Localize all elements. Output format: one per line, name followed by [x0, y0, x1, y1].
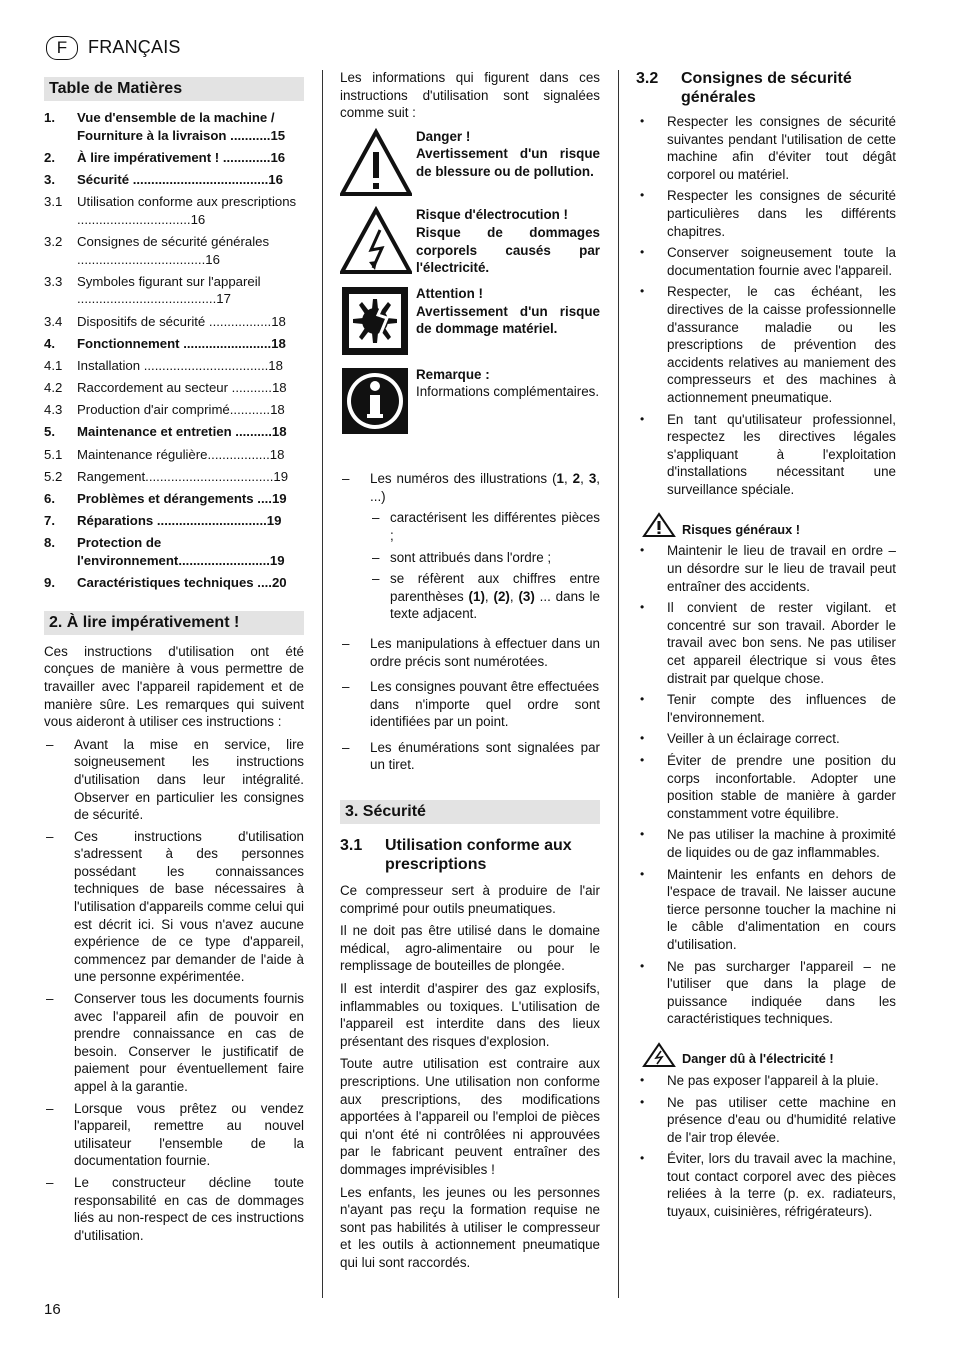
- toc-entry: [44, 313, 304, 331]
- toc-entry-number: 1.: [44, 110, 55, 125]
- bullet-marker: •: [640, 543, 645, 558]
- toc-entry-number: 5.: [44, 424, 55, 440]
- section32-list: [636, 113, 896, 498]
- info-icon: [340, 366, 410, 436]
- symbol-attention-title: Attention !: [416, 285, 483, 301]
- toc-entry-text: Protection de l'environnement.........................19: [77, 535, 285, 568]
- bullet-item-text: Maintenir les enfants en dehors de l'espace de travail. Ne laisser aucune tierce personne toucher la machine ni le câble d'alimentation en cours d'utilisation.: [667, 866, 896, 952]
- machine-damage-icon: [340, 285, 410, 357]
- toc-entry: [44, 446, 304, 464]
- notes-list: [340, 470, 600, 774]
- section2-item-text: Ces instructions d'utilisation s'adressent à des personnes possédant les connaissances techniques de base nécessaires à l'utilisation d'appareils comme celui qui est décrit ici. Si vous n'avez aucune expérience de ce type d'appareil, commencez par demander de l'aide à une personne expérimentée.: [74, 828, 304, 985]
- column-divider: [618, 70, 619, 1298]
- symbol-attention: [340, 285, 600, 362]
- bullet-marker: •: [640, 692, 645, 707]
- toc-entry-text: Production d'air comprimé...........18: [77, 402, 285, 418]
- note-subitem: – se réfèrent aux chiffres entre parenthèses (1), (2), (3) ... dans le texte adjacent.: [372, 571, 600, 622]
- toc-entry-text: Réparations ..............................19: [77, 513, 282, 529]
- section32-heading: 3.2 Consignes de sécurité générales: [636, 70, 852, 106]
- language-name: FRANÇAIS: [88, 37, 181, 58]
- electric-hazard-icon: [340, 206, 412, 276]
- toc-entry-text: Problèmes et dérangements ....19: [77, 491, 287, 506]
- toc-entry-number: 2.: [44, 149, 55, 165]
- bullet-item: [636, 599, 896, 687]
- electric-danger-list: [636, 1072, 896, 1221]
- bullet-item-text: Tenir compte des influences de l'environnement.: [667, 692, 896, 725]
- symbols-intro: Les informations qui figurent dans ces instructions d'utilisation sont signalées comme suit :: [340, 70, 600, 121]
- bullet-item: [636, 958, 896, 1028]
- bullet-item: [636, 411, 896, 499]
- bullet-item: [636, 1094, 896, 1147]
- section2-item-text: Lorsque vous prêtez ou vendez l'appareil, remettre au nouvel utilisateur l'ensemble de la documentation fournie.: [74, 1100, 304, 1169]
- toc-entry-text: Fonctionnement ........................18: [77, 335, 286, 351]
- toc-entry-number: 9.: [44, 575, 55, 591]
- toc-entry: [44, 401, 304, 419]
- general-risks-heading: Risques généraux !: [636, 512, 896, 538]
- bullet-marker: •: [640, 753, 645, 767]
- symbol-danger: [340, 128, 600, 203]
- warning-triangle-icon: [340, 128, 412, 198]
- bullet-item: [636, 187, 896, 240]
- toc-entry-text: Installation ..................................18: [77, 357, 283, 373]
- bullet-item-text: Respecter les consignes de sécurité particulières dans les différents chapitres.: [667, 188, 896, 239]
- bullet-marker: •: [640, 245, 645, 260]
- bullet-marker: •: [640, 731, 645, 746]
- toc-entry-number: 7.: [44, 513, 55, 529]
- symbol-note-text: Informations complémentaires.: [416, 384, 600, 400]
- toc-entry: [44, 233, 304, 268]
- toc-entry-number: 4.3: [44, 402, 63, 418]
- toc-entry-text: Sécurité .....................................16: [77, 171, 283, 187]
- toc-entry-text: Dispositifs de sécurité .................18: [77, 313, 286, 329]
- section2-item-text: Avant la mise en service, lire soigneusement les instructions d'utilisation dans leur intégralité. Observer en particulier les consignes de sécurité.: [74, 736, 304, 823]
- toc-entry-text: Symboles figurant sur l'appareil ......................................17: [77, 273, 261, 307]
- language-header: [46, 36, 181, 60]
- toc-entry-number: 4.2: [44, 380, 63, 396]
- toc-entry: [44, 193, 304, 228]
- bullet-item-text: Ne pas exposer l'appareil à la pluie.: [667, 1072, 879, 1088]
- symbol-electric-title: Risque d'électrocution !: [416, 207, 568, 223]
- note-item: – Les énumérations sont signalées par un tiret.: [342, 739, 600, 773]
- bullet-item-text: Respecter, le cas échéant, les directives de la caisse professionnelle d'assurance maladie ou les prescriptions de prévention des accidents relatives au maniement des compresseurs et des machines à actionnement pneumatique.: [667, 284, 896, 405]
- toc-entry-number: 3.: [44, 171, 55, 187]
- dash-marker: –: [46, 1100, 54, 1116]
- note-item: – Les manipulations à effectuer dans un ordre précis sont numérotées.: [342, 635, 600, 669]
- bullet-item: [636, 866, 896, 954]
- section31-body: [340, 882, 600, 1271]
- toc-entry-number: 6.: [44, 491, 55, 506]
- toc-entry: [44, 379, 304, 397]
- electric-danger-heading: Danger dû à l'électricité !: [636, 1042, 896, 1068]
- section2-item-text: Le constructeur décline toute responsabilité en cas de dommages liés au non-respect de ces instructions d'utilisation.: [74, 1174, 304, 1243]
- section31-paragraph: Il est interdit d'aspirer des gaz explosifs, inflammables ou toxiques. L'utilisation de l'appareil est interdite dans des lieux présentant des risques d'explosion.: [340, 981, 600, 1049]
- toc-entry-text: Raccordement au secteur ...........18: [77, 380, 287, 396]
- section2-intro: Ces instructions d'utilisation ont été conçues de manière à vous permettre de travailler avec l'appareil rapidement et de manière sûre. Les remarques qui suivent vous aideront à utiliser ces instructions :: [44, 643, 304, 730]
- bullet-marker: •: [640, 1072, 645, 1087]
- dash-marker: –: [46, 736, 54, 752]
- section2-item: [44, 1174, 304, 1244]
- bullet-item-text: En tant qu'utilisateur professionnel, respectez les directives légales s'appliquant à l'exploitation d'installations nécessitant une surveillance spéciale.: [667, 411, 896, 497]
- note-subitem: – sont attribués dans l'ordre ;: [372, 549, 552, 565]
- column-divider: [322, 70, 323, 1298]
- bullet-item-text: Éviter, lors du travail avec la machine, tout contact corporel avec des pièces reliées à la terre (p. ex. radiateurs, tuyaux, cuisinières, réfrigérateurs).: [667, 1151, 896, 1220]
- section31-paragraph: Il ne doit pas être utilisé dans le domaine médical, agro-alimentaire ou pour le remplissage de bouteilles de plongée.: [340, 923, 600, 974]
- middle-column: [340, 69, 600, 1277]
- bullet-item: [636, 730, 896, 748]
- toc-entry: [44, 490, 304, 508]
- section31-paragraph: Les enfants, les jeunes ou les personnes n'ayant pas reçu la formation requise ne sont pas habilités à utiliser le compresseur et les outils à actionnement pneumatique qui lui sont raccordés.: [340, 1184, 600, 1270]
- bullet-marker: •: [640, 866, 645, 881]
- toc-entry-number: 3.1: [44, 194, 63, 210]
- toc-entry: [44, 534, 304, 569]
- bullet-marker: •: [640, 188, 645, 203]
- section2-item: [44, 990, 304, 1096]
- toc-entry-number: 8.: [44, 535, 55, 551]
- toc-entry-number: 5.1: [44, 446, 63, 462]
- toc-entry-number: 4.: [44, 335, 55, 351]
- symbol-electric-text: Risque de dommages corporels causés par l'électricité.: [416, 224, 600, 276]
- toc-entry: [44, 574, 304, 592]
- toc-title: Table de Matières: [44, 77, 304, 101]
- section31-heading: 3.1 Utilisation conforme aux prescriptions: [340, 837, 572, 874]
- section31-paragraph: Toute autre utilisation est contraire aux prescriptions. Une utilisation non conforme aux prescriptions, des modifications apportées à l'appareil ou l'emploi de pièces qui n'ont été ni contrôlées ni approuvées par le fabricant peuvent entraîner des dommages imprévisibles !: [340, 1056, 600, 1177]
- symbol-danger-title: Danger !: [416, 128, 471, 144]
- toc-entry: [44, 149, 304, 167]
- toc-entry: [44, 109, 304, 144]
- bullet-item: [636, 1072, 896, 1090]
- bullet-item: [636, 826, 896, 861]
- toc-entry-text: Maintenance et entretien ..........18: [77, 424, 287, 440]
- electric-hazard-icon: [642, 1042, 676, 1068]
- bullet-marker: •: [640, 600, 645, 615]
- symbol-note: [340, 366, 600, 441]
- bullet-item-text: Éviter de prendre une position du corps inconfortable. Adopter une position stable de manière à garder constamment votre équilibre.: [667, 753, 896, 821]
- bullet-item: [636, 113, 896, 183]
- toc-entry-text: Vue d'ensemble de la machine / Fourniture à la livraison ...........15: [77, 110, 286, 143]
- toc-list: [44, 109, 304, 592]
- bullet-marker: •: [640, 1094, 645, 1109]
- page-number: 16: [44, 1301, 61, 1318]
- dash-marker: –: [46, 1174, 54, 1190]
- right-column: [636, 69, 896, 1225]
- bullet-item-text: Respecter les consignes de sécurité suivantes pendant l'utilisation de cette machine afin d'éviter tout dégât corporel ou matériel.: [667, 114, 896, 182]
- toc-entry-number: 5.2: [44, 468, 63, 484]
- dash-marker: –: [46, 828, 54, 844]
- language-code-badge: F: [46, 36, 78, 60]
- section2-item: [44, 736, 304, 824]
- section31-paragraph: Ce compresseur sert à produire de l'air comprimé pour outils pneumatiques.: [340, 883, 600, 916]
- bullet-item-text: Conserver soigneusement toute la documentation fournie avec l'appareil.: [667, 245, 896, 278]
- symbol-attention-text: Avertissement d'un risque de dommage matériel.: [416, 303, 600, 337]
- bullet-item: [636, 542, 896, 595]
- symbol-electric: [340, 206, 600, 281]
- bullet-item-text: Ne pas utiliser la machine à proximité de liquides ou de gaz inflammables.: [667, 827, 896, 860]
- toc-entry: [44, 357, 304, 375]
- toc-entry-text: Caractéristiques techniques ....20: [77, 575, 287, 591]
- symbol-danger-text: Avertissement d'un risque de blessure ou de pollution.: [416, 146, 600, 179]
- bullet-item-text: Il convient de rester vigilant. et concentré sur son travail. Aborder le travail avec bon sens. Ne pas utiliser cet appareil électrique si vous êtes distrait par quelque chose.: [667, 600, 896, 686]
- section2-item: [44, 828, 304, 986]
- bullet-item-text: Ne pas utiliser cette machine en présence d'eau ou d'humidité relative de l'air trop élevée.: [667, 1094, 896, 1145]
- section2-title: 2. À lire impérativement !: [44, 611, 304, 635]
- bullet-marker: •: [640, 827, 645, 842]
- toc-entry-number: 3.2: [44, 233, 63, 249]
- bullet-item-text: Maintenir le lieu de travail en ordre – un désordre sur le lieu de travail peut entraîner des accidents.: [667, 543, 896, 594]
- bullet-item-text: Veiller à un éclairage correct.: [667, 731, 840, 747]
- toc-entry-text: Utilisation conforme aux prescriptions ...............................16: [77, 194, 297, 227]
- note-subitem: – caractérisent les différentes pièces ;: [372, 510, 600, 543]
- toc-entry-text: Rangement...................................19: [77, 468, 289, 484]
- note-item: – Les consignes pouvant être effectuées dans n'importe quel ordre sont identifiées par un point.: [342, 679, 600, 730]
- bullet-marker: •: [640, 284, 645, 299]
- general-risks-list: [636, 542, 896, 1027]
- symbol-note-title: Remarque :: [416, 366, 490, 382]
- bullet-marker: •: [640, 114, 645, 128]
- toc-entry: [44, 423, 304, 441]
- toc-entry-number: 3.4: [44, 313, 63, 329]
- toc-entry: [44, 171, 304, 189]
- toc-entry: [44, 273, 304, 308]
- bullet-marker: •: [640, 411, 645, 426]
- bullet-marker: •: [640, 1151, 645, 1166]
- toc-entry-number: 4.1: [44, 357, 63, 373]
- bullet-item: [636, 1150, 896, 1220]
- toc-entry-text: Consignes de sécurité générales ...................................16: [77, 233, 270, 267]
- bullet-item: [636, 244, 896, 279]
- section2-list: [44, 736, 304, 1245]
- bullet-item-text: Ne pas surcharger l'appareil – ne l'utiliser que dans la plage de puissance indiquée dans les caractéristiques techniques.: [667, 958, 896, 1027]
- bullet-item: [636, 691, 896, 726]
- bullet-item: [636, 283, 896, 406]
- toc-entry-text: À lire impérativement ! .............16: [77, 149, 286, 165]
- note-item: – Les numéros des illustrations (1, 2, 3, ...) – caractérisent les différentes pièces ; – sont attribués dans l'ordre ; – se réfèrent aux chiffres entre parenthèses (1), (2), (3) ... dans le texte adjacent.: [342, 471, 600, 622]
- bullet-item: [636, 752, 896, 822]
- warning-triangle-icon: [642, 512, 676, 538]
- toc-entry: [44, 512, 304, 530]
- bullet-marker: •: [640, 958, 645, 973]
- left-column: [44, 77, 304, 1248]
- toc-entry: [44, 335, 304, 353]
- toc-entry: [44, 468, 304, 486]
- section2-item: [44, 1100, 304, 1170]
- section2-item-text: Conserver tous les documents fournis avec l'appareil afin de pouvoir en prendre connaissance en cas de besoin. Conserver le justificatif de paiement pour éventuellement faire appel à la garantie.: [74, 991, 304, 1094]
- toc-entry-number: 3.3: [44, 273, 63, 289]
- toc-entry-text: Maintenance régulière.................18: [77, 446, 285, 462]
- section3-title: 3. Sécurité: [340, 800, 600, 824]
- dash-marker: –: [46, 991, 54, 1007]
